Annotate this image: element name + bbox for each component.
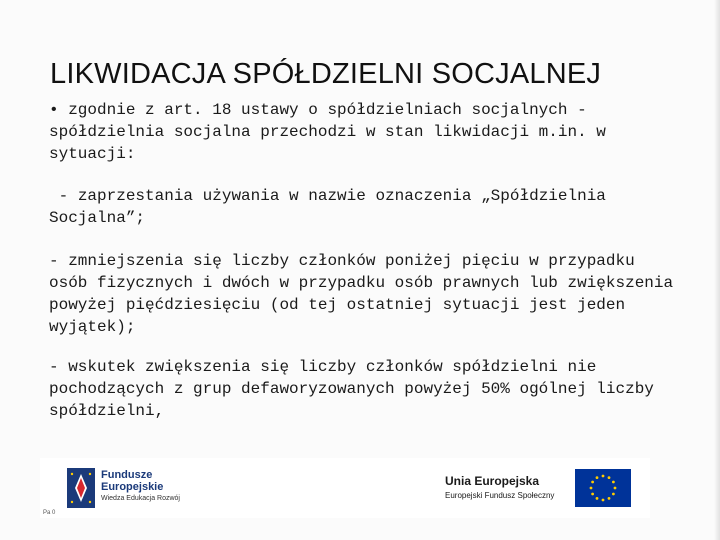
footer-logos: [40, 458, 650, 518]
fundusze-europejskie-logo: [67, 462, 217, 512]
slide-edge-shadow: [714, 0, 720, 540]
ue-fund-name: Europejski Fundusz Społeczny: [445, 491, 555, 500]
fundusze-europejskie-mark-icon: [67, 468, 95, 508]
fe-line-fundusze: Fundusze: [101, 469, 153, 481]
fe-line-tagline: Wiedza Edukacja Rozwój: [101, 495, 180, 502]
eu-flag-icon: [575, 469, 631, 507]
fe-line-europejskie: Europejskie: [101, 481, 164, 493]
page-label: Pa 0: [43, 510, 56, 516]
paragraph-condition-disadvantaged: - wskutek zwiększenia się liczby członków spółdzielni nie pochodzących z grup defaworyzowanych powyżej 50% ogólnej liczby spółdzielni,: [49, 358, 654, 420]
paragraph-intro: • zgodnie z art. 18 ustawy o spółdzielniach socjalnych - spółdzielnia socjalna przechodzi w stan likwidacji m.in. w sytuacji:: [49, 101, 606, 163]
slide-title: LIKWIDACJA SPÓŁDZIELNI SOCJALNEJ: [50, 58, 602, 90]
ue-name: Unia Europejska: [445, 474, 540, 488]
paragraph-condition-members: - zmniejszenia się liczby członków poniżej pięciu w przypadku osób fizycznych i dwóch w przypadku osób prawnych lub zwiększenia powyżej pięćdziesięciu (od tej ostatniej sytuacji jest jeden wyjątek);: [49, 252, 674, 336]
unia-europejska-text: [445, 474, 554, 500]
paragraph-condition-name: - zaprzestania używania w nazwie oznaczenia „Spółdzielnia Socjalna”;: [49, 187, 616, 227]
fundusze-europejskie-text: [101, 469, 180, 502]
slide-body: [49, 99, 674, 422]
